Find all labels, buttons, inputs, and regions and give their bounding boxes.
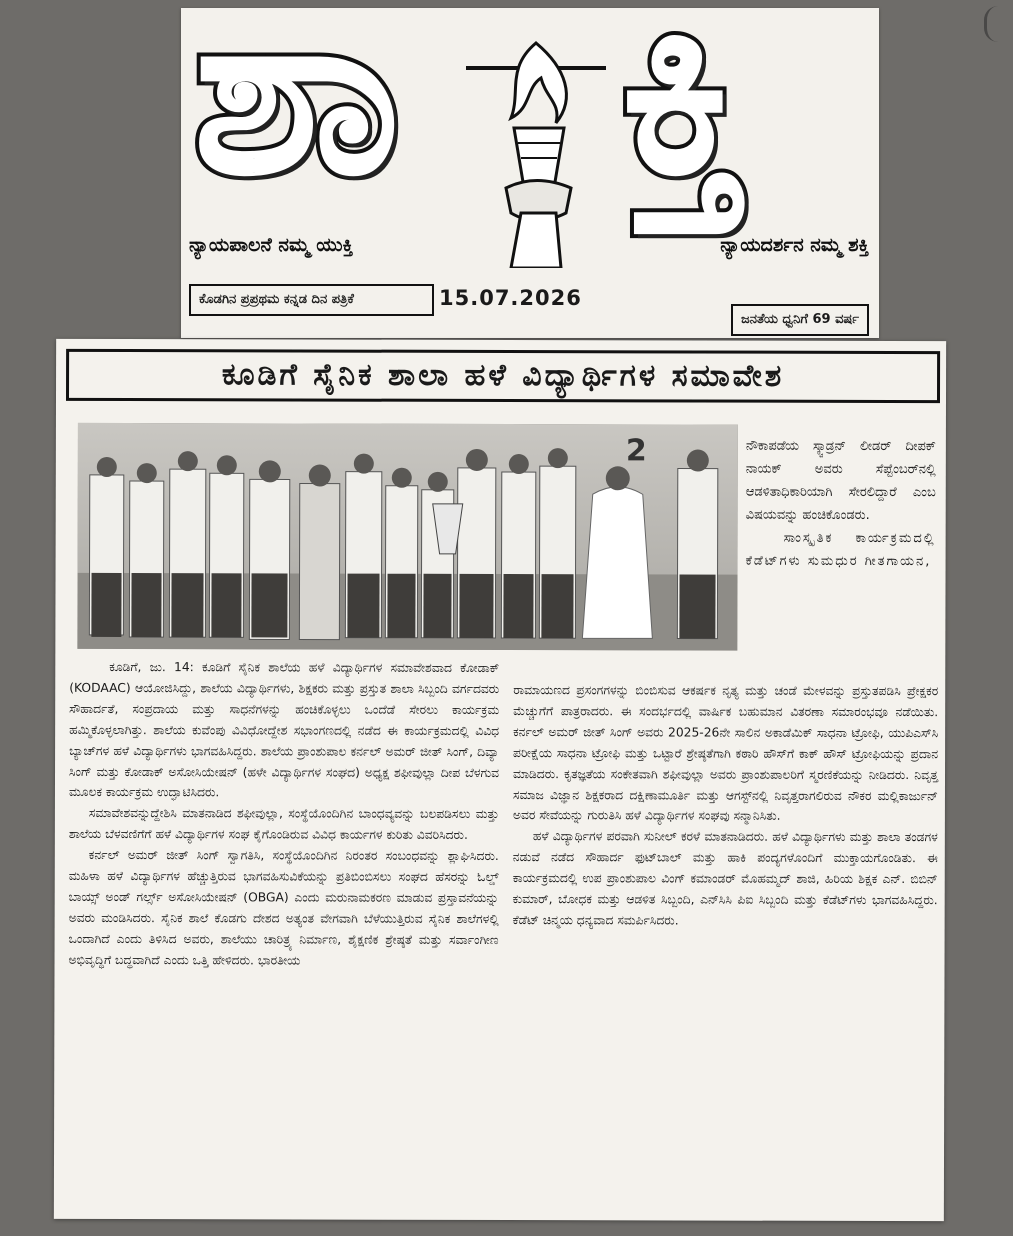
masthead-title-right: ಕ್ತಿ bbox=[621, 0, 745, 226]
group-photo bbox=[77, 423, 738, 651]
masthead bbox=[181, 0, 879, 338]
article-headline: ಕೂಡಿಗೆ ಸೈನಿಕ ಶಾಲಾ ಹಳೆ ವಿದ್ಯಾರ್ಥಿಗಳ ಸಮಾವೇಶ bbox=[66, 349, 940, 403]
pen-mark bbox=[984, 6, 1007, 42]
masthead-title-left: ಶಾ bbox=[193, 0, 397, 226]
band-right: ಜನತೆಯ ಧ್ವನಿಗೆ 69 ವರ್ಷ bbox=[731, 304, 869, 336]
band-left: ಕೊಡಗಿನ ಪ್ರಪ್ರಥಮ ಕನ್ನಡ ದಿನ ಪತ್ರಿಕೆ bbox=[189, 284, 434, 316]
group-photo-image bbox=[77, 423, 738, 651]
backdrop-numeral: 2 bbox=[625, 433, 647, 469]
photo-side-column bbox=[746, 435, 936, 573]
body-paragraph: ಕೂಡಿಗೆ, ಜು. 14: ಕೂಡಿಗೆ ಸೈನಿಕ ಶಾಲೆಯ ಹಳೆ ವಿದ್ಯಾರ್ಥಿಗಳ ಸಮಾವೇಶವಾದ ಕೋಡಾಕ್ (KODAAC) ಆಯೋಜಿಸಿದ್ದು, ಶಾಲೆಯ ವಿದ್ಯಾರ್ಥಿಗಳು, ಶಿಕ್ಷಕರು ಮತ್ತು ಪ್ರಸ್ತುತ ಶಾಲಾ ಸಿಬ್ಬಂದಿ ವರ್ಗದವರು ಸೌಹಾರ್ದತೆ, ಸಂಪ್ರದಾಯ ಮತ್ತು ಸಾಧನೆಗಳನ್ನು ಹಂಚಿಕೊಳ್ಳಲು ಒಂದೆಡೆ ಸೇರಲು ಕಾರ್ಯಕ್ರಮ ಹಮ್ಮಿಕೊಳ್ಳಲಾಗಿತ್ತು. ಶಾಲೆಯ ಕುವೆಂಪು ವಿವಿಧೋದ್ದೇಶ ಸಭಾಂಗಣದಲ್ಲಿ ನಡೆದ ಈ ಕಾರ್ಯಕ್ರಮದಲ್ಲಿ ವಿವಿಧ ಬ್ಯಾಚ್‌ಗಳ ಹಳೆ ವಿದ್ಯಾರ್ಥಿಗಳು ಭಾಗವಹಿಸಿದ್ದರು. ಶಾಲೆಯ ಪ್ರಾಂಶುಪಾಲ ಕರ್ನಲ್ ಅಮರ್ ಜೀತ್ ಸಿಂಗ್, ದಿವ್ಯಾ ಸಿಂಗ್ ಮತ್ತು ಕೋಡಾಕ್ ಅಸೋಸಿಯೇಷನ್ (ಹಳೇ ವಿದ್ಯಾರ್ಥಿಗಳ ಸಂಘದ) ಅಧ್ಯಕ್ಷ ಶಫೀವುಲ್ಲಾ ದೀಪ ಬೆಳಗುವ ಮೂಲಕ ಕಾರ್ಯಕ್ರಮ ಉದ್ಘಾಟಿಸಿದರು. bbox=[68, 659, 500, 800]
side-paragraph: ಸಾಂಸ್ಕೃತಿಕ ಕಾರ್ಯಕ್ರಮದಲ್ಲಿ ಕೆಡೆಟ್‌ಗಳು ಸುಮಧುರ ಗೀತಗಾಯನ, bbox=[745, 530, 936, 570]
tagline-left: ನ್ಯಾಯಪಾಲನೆ ನಮ್ಮ ಯುಕ್ತಿ bbox=[189, 234, 354, 256]
body-paragraph: ಕರ್ನಲ್ ಅಮರ್ ಜೀತ್ ಸಿಂಗ್ ಸ್ವಾಗತಿಸಿ, ಸಂಸ್ಥೆಯೊಂದಿಗಿನ ನಿರಂತರ ಸಂಬಂಧವನ್ನು ಶ್ಲಾಘಿಸಿದರು. ಮಹಿಳಾ ಹಳೆ ವಿದ್ಯಾರ್ಥಿಗಳ ಹೆಚ್ಚುತ್ತಿರುವ ಭಾಗವಹಿಸುವಿಕೆಯನ್ನು ಪ್ರತಿಬಿಂಬಿಸಲು ಸಂಘದ ಹೆಸರನ್ನು ಓಲ್ಡ್ ಬಾಯ್ಸ್ ಅಂಡ್ ಗರ್ಲ್ಸ್ ಅಸೋಸಿಯೇಷನ್ (OBGA) ಎಂದು ಮರುನಾಮಕರಣ ಮಾಡುವ ಪ್ರಸ್ತಾವನೆಯನ್ನು ಅವರು ಮಂಡಿಸಿದರು. ಸೈನಿಕ ಶಾಲೆ ಕೊಡಗು ದೇಶದ ಅತ್ಯಂತ ವೇಗವಾಗಿ ಬೆಳೆಯುತ್ತಿರುವ ಸೈನಿಕ ಶಾಲೆಗಳಲ್ಲಿ ಒಂದಾಗಿದೆ ಎಂದು ತಿಳಿಸಿದ ಅವರು, ಶಾಲೆಯು ಚಾರಿತ್ರ್ಯ ನಿರ್ಮಾಣ, ಶೈಕ್ಷಣಿಕ ಶ್ರೇಷ್ಠತೆ ಮತ್ತು ಸರ್ವಾಂಗೀಣ ಅಭಿವೃದ್ಧಿಗೆ ಬದ್ಧವಾಗಿದೆ ಎಂದು ಒತ್ತಿ ಹೇಳಿದರು. ಭಾರತೀಯ bbox=[68, 848, 499, 968]
tagline-right: ನ್ಯಾಯದರ್ಶನ ನಮ್ಮ ಶಕ್ತಿ bbox=[720, 234, 869, 256]
scales-torch-emblem bbox=[466, 38, 606, 268]
body-paragraph: ಹಳೆ ವಿದ್ಯಾರ್ಥಿಗಳ ಪರವಾಗಿ ಸುನೀಲ್ ಕರಳೆ ಮಾತನಾಡಿದರು. ಹಳೆ ವಿದ್ಯಾರ್ಥಿಗಳು ಮತ್ತು ಶಾಲಾ ತಂಡಗಳ ನಡುವೆ ನಡೆದ ಸೌಹಾರ್ದ ಫುಟ್‌ಬಾಲ್ ಮತ್ತು ಹಾಕಿ ಪಂದ್ಯಗಳೊಂದಿಗೆ ಮುಕ್ತಾಯಗೊಂಡಿತು. ಈ ಕಾರ್ಯಕ್ರಮದಲ್ಲಿ ಉಪ ಪ್ರಾಂಶುಪಾಲ ವಿಂಗ್ ಕಮಾಂಡರ್ ಮೊಹಮ್ಮದ್ ಶಾಜಿ, ಹಿರಿಯ ಶಿಕ್ಷಕ ಎನ್. ಬಿಬಿನ್ ಕುಮಾರ್, ಬೋಧಕ ಮತ್ತು ಆಡಳಿತ ಸಿಬ್ಬಂದಿ, ಎನ್‌ಸಿಸಿ ಪಿಐ ಸಿಬ್ಬಂದಿ ಮತ್ತು ಕೆಡೆಟ್‌ಗಳು ಭಾಗವಹಿಸಿದ್ದರು. ಕೆಡೆಟ್ ಚಿನ್ಮಯ ಧನ್ಯವಾದ ಸಮರ್ಪಿಸಿದರು. bbox=[512, 829, 938, 928]
left-column bbox=[68, 657, 499, 972]
issue-date: 15.07.2026 bbox=[439, 286, 582, 310]
article-clipping bbox=[54, 339, 946, 1221]
body-paragraph: ಸಮಾವೇಶವನ್ನುದ್ದೇಶಿಸಿ ಮಾತನಾಡಿದ ಶಫೀವುಲ್ಲಾ, ಸಂಸ್ಥೆಯೊಂದಿಗಿನ ಬಾಂಧವ್ಯವನ್ನು ಬಲಪಡಿಸಲು ಮತ್ತು ಶಾಲೆಯ ಬೆಳವಣಿಗೆಗೆ ಹಳೆ ವಿದ್ಯಾರ್ಥಿಗಳ ಸಂಘ ಕೈಗೊಂಡಿರುವ ವಿವಿಧ ಕಾರ್ಯಗಳ ಕುರಿತು ವಿವರಿಸಿದರು. bbox=[68, 806, 499, 843]
body-paragraph: ರಾಮಾಯಣದ ಪ್ರಸಂಗಗಳನ್ನು ಬಿಂಬಿಸುವ ಆಕರ್ಷಕ ನೃತ್ಯ ಮತ್ತು ಚಂಡೆ ಮೇಳವನ್ನು ಪ್ರಸ್ತುತಪಡಿಸಿ ಪ್ರೇಕ್ಷಕರ ಮೆಚ್ಚುಗೆಗೆ ಪಾತ್ರರಾದರು. ಈ ಸಂದರ್ಭದಲ್ಲಿ ವಾರ್ಷಿಕ ಬಹುಮಾನ ವಿತರಣಾ ಸಮಾರಂಭವೂ ನಡೆಯಿತು. ಕರ್ನಲ್ ಅಮರ್ ಜೀತ್ ಸಿಂಗ್ ಅವರು 2025-26ನೇ ಸಾಲಿನ ಅಕಾಡೆಮಿಕ್ ಸಾಧನಾ ಟ್ರೋಫಿ, ಯುಪಿಎಸ್‌ಸಿ ಪರೀಕ್ಷೆಯ ಸಾಧನಾ ಟ್ರೋಫಿ ಮತ್ತು ಒಟ್ಟಾರೆ ಶ್ರೇಷ್ಠತೆಗಾಗಿ ಕಠಾರಿ ಹೌಸ್‌ಗೆ ಕಾಕ್ ಹೌಸ್ ಟ್ರೋಫಿಯನ್ನು ಪ್ರದಾನ ಮಾಡಿದರು. ಕೃತಜ್ಞತೆಯ ಸಂಕೇತವಾಗಿ ಶಫೀವುಲ್ಲಾ ಅವರು ಪ್ರಾಂಶುಪಾಲರಿಗೆ ಸ್ಮರಣಿಕೆಯನ್ನು ನೀಡಿದರು. ನಿವೃತ್ತ ಸಮಾಜ ವಿಜ್ಞಾನ ಶಿಕ್ಷಕರಾದ ದಕ್ಷಿಣಾಮೂರ್ತಿ ಮತ್ತು ಆಗಸ್ಟ್‌ನಲ್ಲಿ ನಿವೃತ್ತರಾಗಲಿರುವ ನೌಕರ ಮಲ್ಲಿಕಾರ್ಜುನ್ ಅವರ ಸೇವೆಯನ್ನು ಗುರುತಿಸಿ ಹಳೆ ವಿದ್ಯಾರ್ಥಿಗಳ ಸಂಘವು ಸನ್ಮಾನಿಸಿತು. bbox=[512, 683, 939, 824]
side-paragraph: ನೌಕಾಪಡೆಯ ಸ್ಕ್ವಾಡ್ರನ್ ಲೀಡರ್ ದೀಪಕ್ ನಾಯಕ್ ಅವರು ಸೆಪ್ಟೆಂಬರ್‌ನಲ್ಲಿ ಆಡಳಿತಾಧಿಕಾರಿಯಾಗಿ ಸೇರಲಿದ್ದಾರೆ ಎಂಬ ವಿಷಯವನ್ನು ಹಂಚಿಕೊಂಡರು. bbox=[745, 438, 936, 523]
right-column bbox=[513, 680, 939, 932]
